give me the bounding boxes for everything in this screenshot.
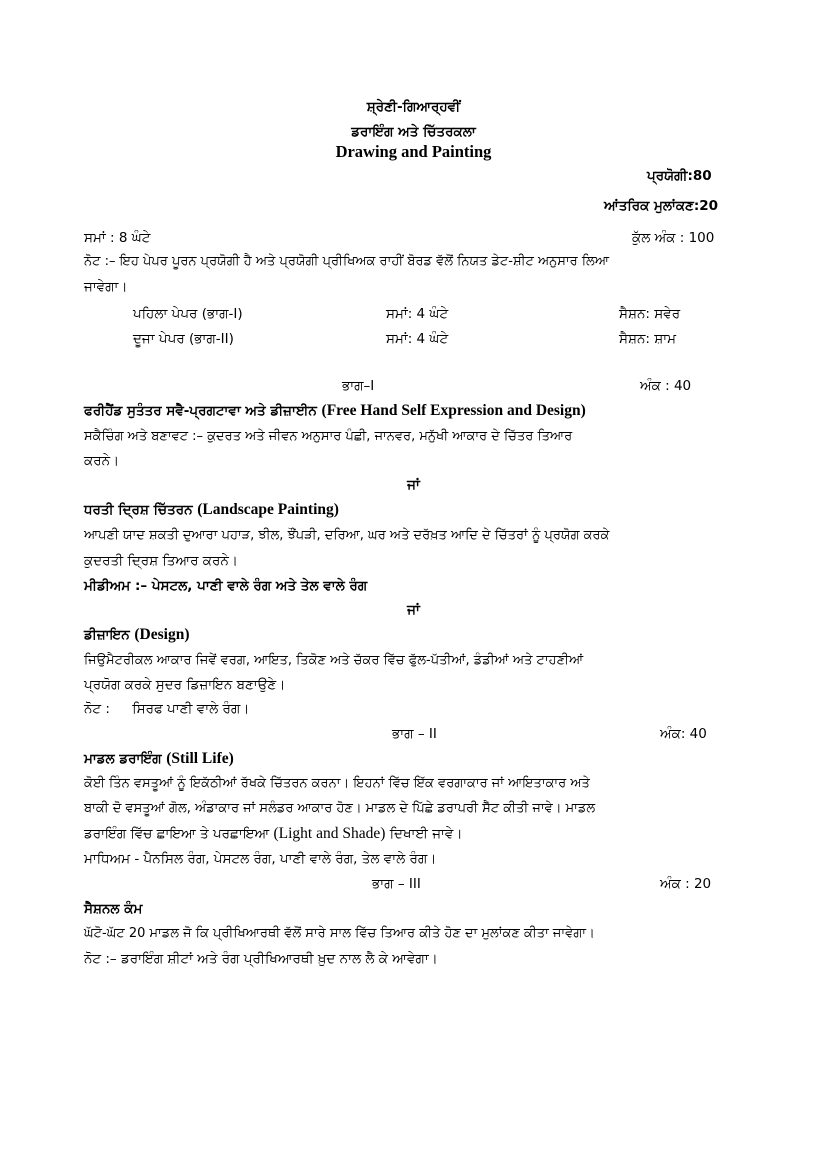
still-life-heading-pa: ਮਾਡਲ ਡਰਾਇੰਗ: [84, 751, 162, 767]
sessional-heading: ਸੈਸ਼ਨਲ ਕੰਮ: [84, 901, 143, 917]
paper-1-time: ਸਮਾਂ: 4 ਘੰਟੇ: [386, 306, 449, 322]
design-heading: [84, 626, 189, 644]
part-2-medium: ਮਾਧਿਅਮ - ਪੈਨਸਿਲ ਰੰਗ, ਪੇਸਟਲ ਰੰਗ, ਪਾਣੀ ਵਾਲੇ ਰੰਗ, ਤੇਲ ਵਾਲੇ ਰੰਗ।: [84, 851, 437, 867]
subject-title-en: Drawing and Painting: [335, 142, 492, 161]
design-note-text: ਸਿਰਫ ਪਾਣੀ ਵਾਲੇ ਰੰਗ।: [132, 701, 250, 717]
part-1-heading-pa: ਫਰੀਹੈਂਡ ਸੁਤੰਤਰ ਸਵੈ-ਪ੍ਰਗਟਾਵਾ ਅਤੇ ਡੀਜ਼ਾਈਨ: [84, 403, 317, 419]
design-heading-en: (Design): [134, 626, 190, 643]
paper-2-time: ਸਮਾਂ: 4 ਘੰਟੇ: [386, 331, 449, 347]
design-note-label: ਨੋਟ :: [84, 701, 110, 717]
general-note-line-2: ਜਾਵੇਗਾ।: [84, 279, 128, 295]
landscape-heading-pa: ਧਰਤੀ ਦ੍ਰਿਸ਼ ਚਿੱਤਰਨ: [84, 502, 193, 518]
total-marks: ਕੁੱਲ ਅੰਕ : 100: [632, 230, 715, 246]
sessional-line-1: ਘੱਟੋ-ਘੱਟ 20 ਮਾਡਲ ਜੋ ਕਿ ਪ੍ਰੀਖਿਆਰਥੀ ਵੱਲੋਂ ਸਾਰੇ ਸਾਲ ਵਿੱਚ ਤਿਆਰ ਕੀਤੇ ਹੋਣ ਦਾ ਮੁਲਾਂਕਣ ਕੀਤਾ ਜਾਵੇਗਾ।: [84, 926, 595, 941]
still-life-heading: [84, 750, 234, 768]
still-life-line-1: ਕੋਈ ਤਿੰਨ ਵਸਤੂਆਂ ਨੂੰ ਇਕੱਠੀਆਂ ਰੱਖਕੇ ਚਿੱਤਰਨ ਕਰਨਾ। ਇਹਨਾਂ ਵਿੱਚ ਇੱਕ ਵਰਗਾਕਾਰ ਜਾਂ ਆਇਤਾਕਾਰ ਅਤੇ: [84, 776, 590, 791]
paper-2-name: ਦੂਜਾ ਪੇਪਰ (ਭਾਗ-II): [133, 331, 234, 347]
or-separator-1: ਜਾਂ: [407, 477, 420, 493]
part-1-medium: ਮੀਡੀਅਮ :– ਪੇਸਟਲ, ਪਾਣੀ ਵਾਲੇ ਰੰਗ ਅਤੇ ਤੇਲ ਵਾਲੇ ਰੰਗ: [84, 578, 368, 594]
subject-title-pa: ਡਰਾਇੰਗ ਅਤੇ ਚਿੱਤਰਕਲਾ: [351, 124, 476, 140]
design-line-1: ਜਿਉਮੈਟਰੀਕਲ ਆਕਾਰ ਜਿਵੇਂ ਵਰਗ, ਆਇਤ, ਤਿਕੋਣ ਅਤੇ ਚੱਕਰ ਵਿੱਚ ਫੁੱਲ-ਪੱਤੀਆਂ, ਡੰਡੀਆਂ ਅਤੇ ਟਾਹਣੀਆਂ: [84, 653, 584, 668]
paper-2-session: ਸੈਸ਼ਨ: ਸ਼ਾਮ: [619, 331, 676, 347]
or-separator-2: ਜਾਂ: [407, 602, 420, 618]
part-3-label: ਭਾਗ – III: [372, 876, 421, 892]
landscape-line-2: ਕੁਦਰਤੀ ਦ੍ਰਿਸ਼ ਤਿਆਰ ਕਰਨੇ।: [84, 553, 238, 569]
paper-1-session: ਸੈਸ਼ਨ: ਸਵੇਰ: [619, 306, 681, 322]
part-1-label: ਭਾਗ–I: [342, 378, 375, 394]
part-2-marks: ਅੰਕ: 40: [660, 726, 707, 742]
part-2-label: ਭਾਗ – II: [392, 726, 437, 742]
part-3-marks: ਅੰਕ : 20: [660, 876, 712, 892]
general-note-line-1: ਨੋਟ :– ਇਹ ਪੇਪਰ ਪੂਰਨ ਪ੍ਰਯੋਗੀ ਹੈ ਅਤੇ ਪ੍ਰਯੋਗੀ ਪ੍ਰੀਖਿਅਕ ਰਾਹੀਂ ਬੋਰਡ ਵੱਲੋਂ ਨਿਯਤ ਡੇਟ-ਸ਼ੀਟ ਅਨੁਸਾਰ ਲਿਆ: [84, 254, 609, 269]
practical-marks: ਪ੍ਰਯੋਗੀ:80: [647, 168, 712, 184]
still-life-line-3-pa-a: ਡਰਾਇੰਗ ਵਿੱਚ ਛਾਇਆ ਤੇ ਪਰਛਾਇਆ: [84, 826, 270, 842]
total-time: ਸਮਾਂ : 8 ਘੰਟੇ: [84, 230, 151, 246]
landscape-line-1: ਆਪਣੀ ਯਾਦ ਸ਼ਕਤੀ ਦੁਆਰਾ ਪਹਾੜ, ਝੀਲ, ਝੌਂਪੜੀ, ਦਰਿਆ, ਘਰ ਅਤੇ ਦਰੱਖ਼ਤ ਆਦਿ ਦੇ ਚਿੱਤਰਾਂ ਨੂੰ ਪ੍ਰਯੋਗ ਕਰਕੇ: [84, 528, 610, 543]
design-note: [84, 700, 249, 718]
landscape-heading-en: (Landscape Painting): [197, 501, 339, 518]
part-1-marks: ਅੰਕ : 40: [640, 378, 692, 394]
paper-1-name: ਪਹਿਲਾ ਪੇਪਰ (ਭਾਗ-I): [133, 306, 243, 322]
still-life-line-3: [84, 825, 462, 843]
design-heading-pa: ਡੀਜ਼ਾਇਨ: [84, 627, 130, 643]
still-life-heading-en: (Still Life): [166, 750, 234, 767]
still-life-line-2: ਬਾਕੀ ਦੋ ਵਸਤੂਆਂ ਗੋਲ, ਅੰਡਾਕਾਰ ਜਾਂ ਸਲੰਡਰ ਆਕਾਰ ਹੋਣ। ਮਾਡਲ ਦੇ ਪਿੱਛੇ ਡਰਾਪਰੀ ਸੈੱਟ ਕੀਤੀ ਜਾਵੇ। ਮਾਡਲ: [84, 801, 596, 816]
still-life-line-3-en: (Light and Shade): [273, 825, 386, 842]
still-life-line-3-pa-b: ਦਿਖਾਈ ਜਾਵੇ।: [389, 826, 463, 842]
sessional-line-2: ਨੋਟ :– ਡਰਾਇੰਗ ਸ਼ੀਟਾਂ ਅਤੇ ਰੰਗ ਪ੍ਰੀਖਿਆਰਥੀ ਖ਼ੁਦ ਨਾਲ ਲੈ ਕੇ ਆਵੇਗਾ।: [84, 951, 438, 967]
part-1-heading-en: (Free Hand Self Expression and Design): [321, 402, 586, 419]
sketching-line-1: ਸਕੈਚਿੰਗ ਅਤੇ ਬਣਾਵਟ :– ਕੁਦਰਤ ਅਤੇ ਜੀਵਨ ਅਨੁਸਾਰ ਪੰਛੀ, ਜਾਨਵਰ, ਮਨੁੱਖੀ ਆਕਾਰ ਦੇ ਚਿੱਤਰ ਤਿਆਰ: [84, 429, 573, 444]
design-line-2: ਪ੍ਰਯੋਗ ਕਰਕੇ ਸੁਦਰ ਡਿਜ਼ਾਇਨ ਬਣਾਉਣੇ।: [84, 677, 286, 693]
landscape-heading: [84, 501, 339, 519]
class-title: ਸ਼੍ਰੇਣੀ-ਗਿਆਰ੍ਹਵੀਂ: [366, 99, 461, 115]
sketching-line-2: ਕਰਨੇ।: [84, 453, 120, 469]
internal-assessment: ਆਂਤਰਿਕ ਮੁਲਾਂਕਣ:20: [604, 198, 719, 214]
part-1-heading: [84, 402, 586, 420]
